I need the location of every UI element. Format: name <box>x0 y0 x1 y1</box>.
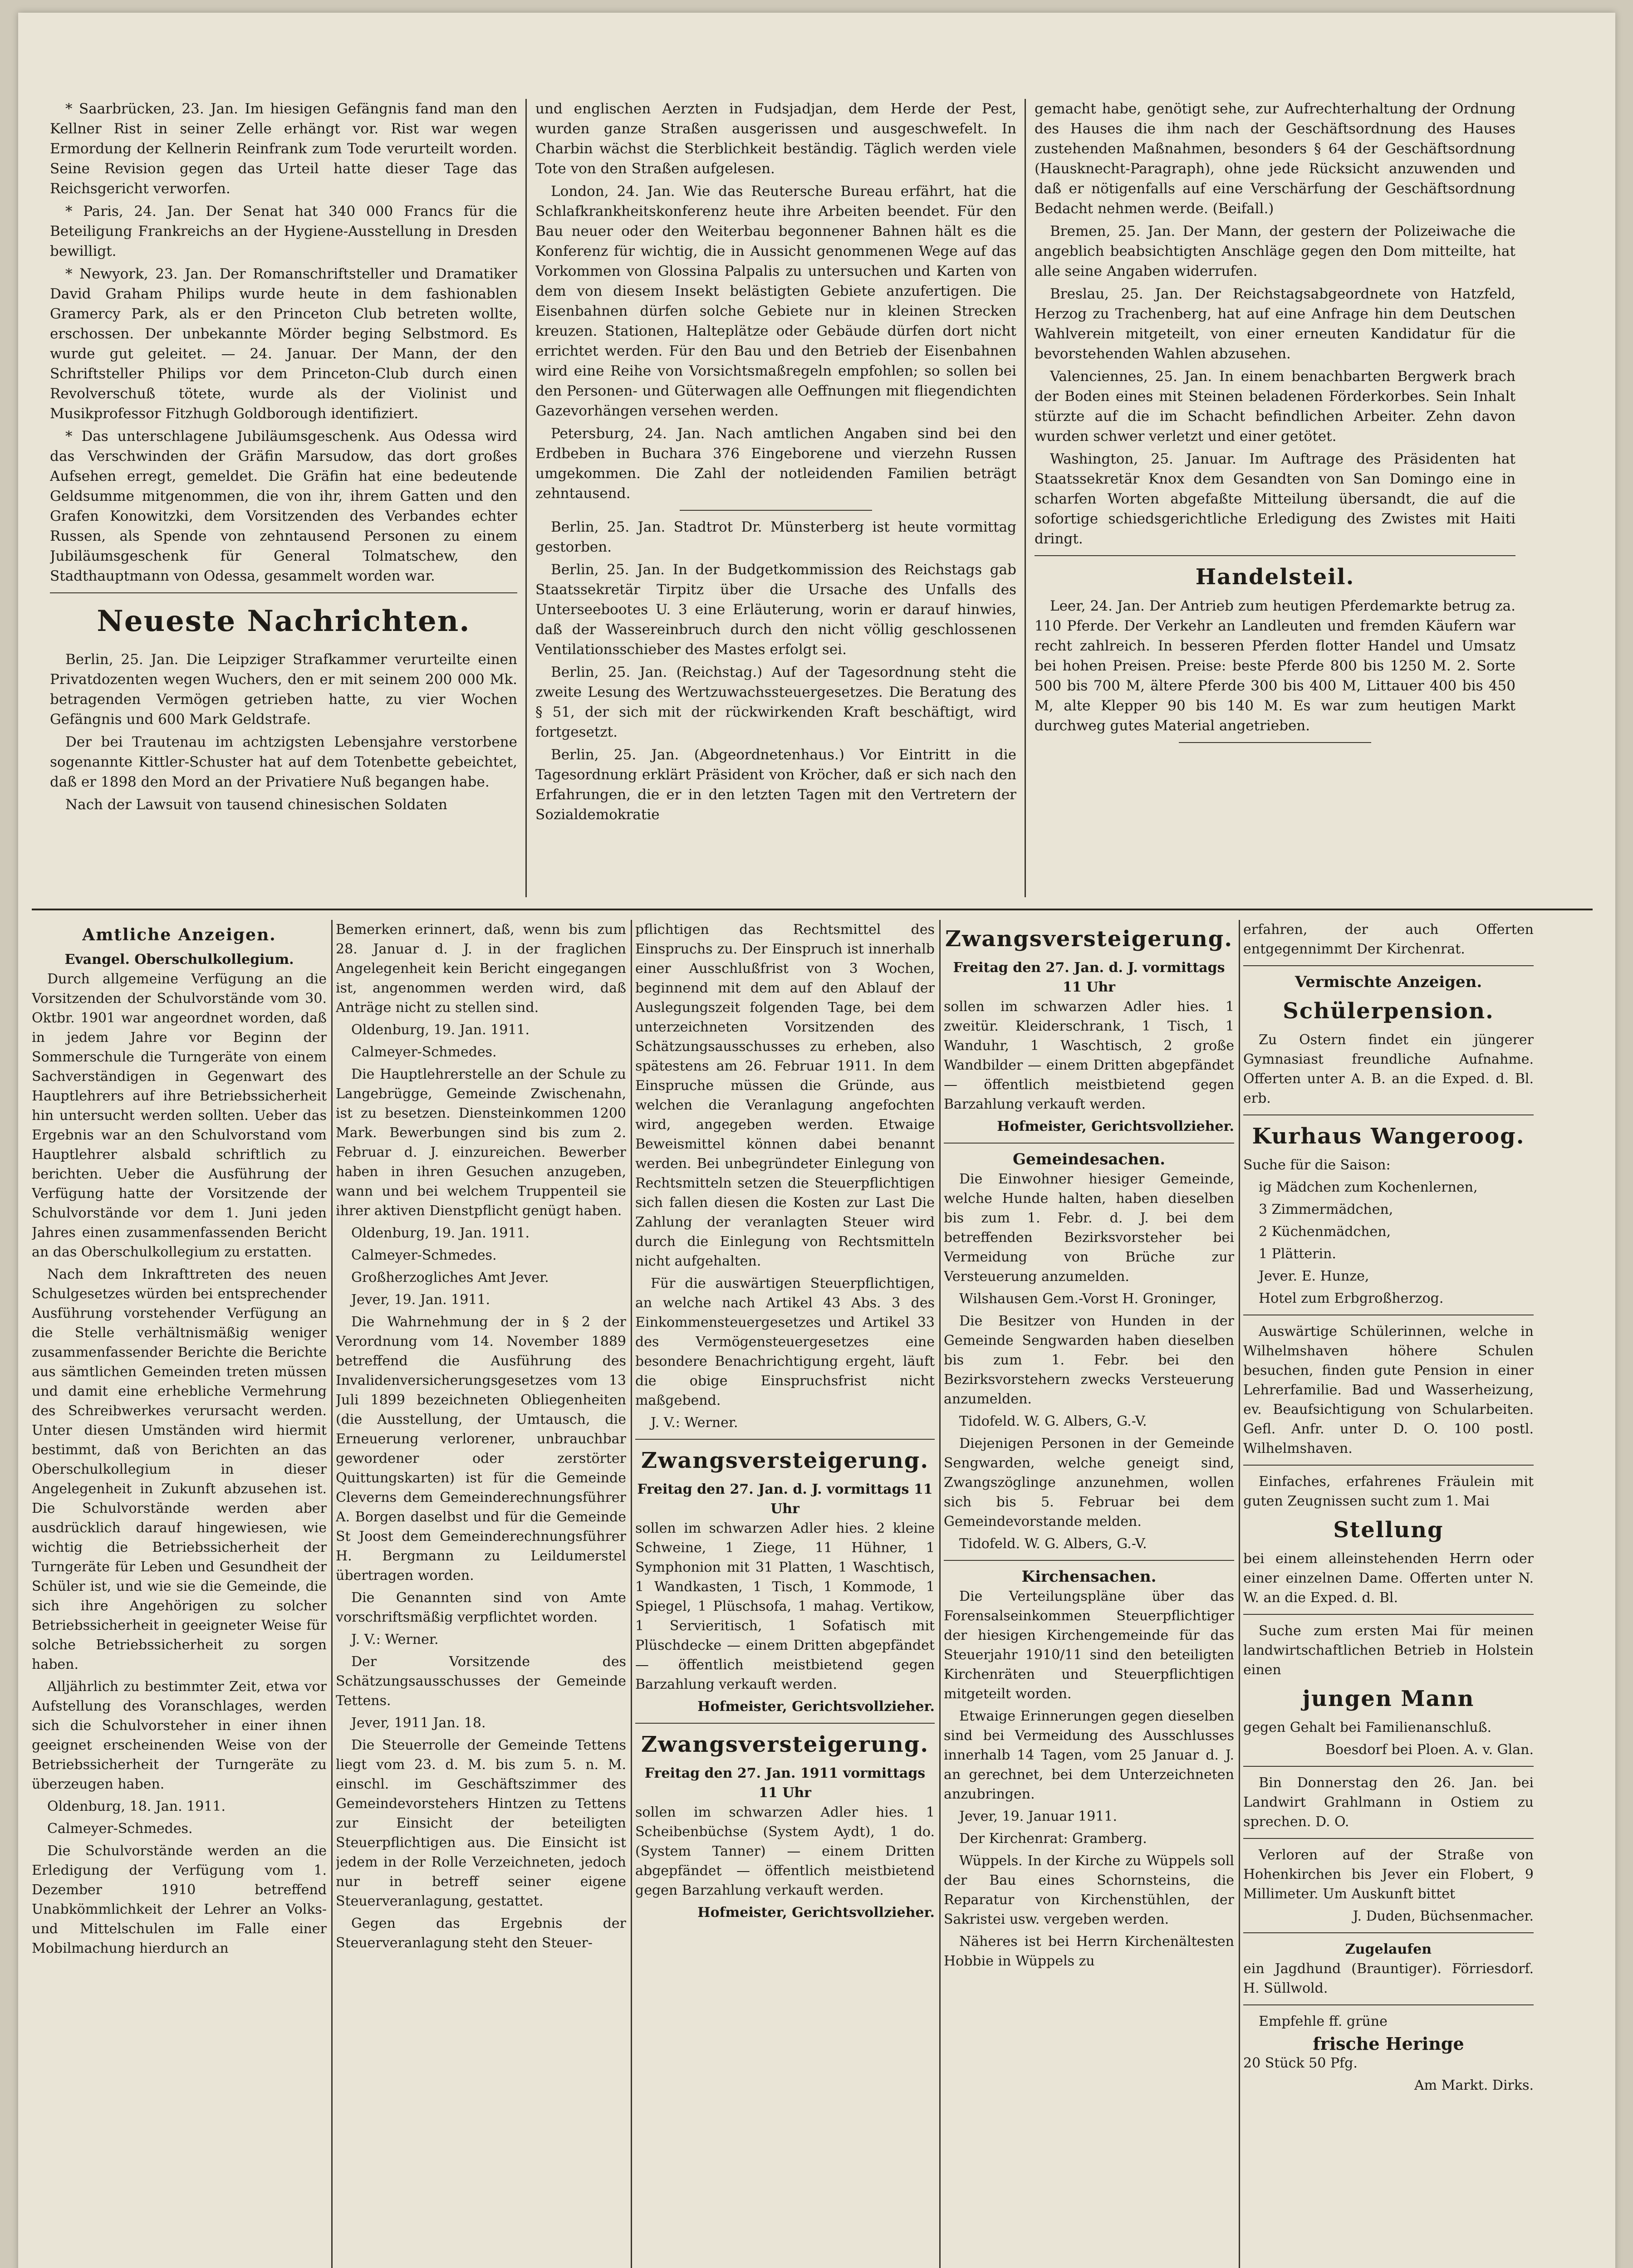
auction-heading-3: Zwangsversteigerung. <box>945 926 1233 952</box>
divider <box>1035 555 1515 556</box>
text-paragraph: 2 Küchenmädchen, <box>1259 1224 1391 1240</box>
subheading-oberschulkollegium: Evangel. Oberschulkollegium. <box>64 952 294 968</box>
divider <box>680 510 872 511</box>
ad-heading-schuelerpension: Schülerpension. <box>1283 998 1494 1024</box>
section-heading-handelsteil: Handelsteil. <box>1195 564 1355 590</box>
heading-gemeindesachen: Gemeindesachen. <box>1012 1150 1166 1168</box>
text-paragraph: * Newyork, 23. Jan. Der Romanschriftsteller und Dramatiker David Graham Philips wurde heute in dem fashionablen Gramercy Park, als er den Princeton Club betreten wollte, erschossen. Der unbekannte Mörder beging Selbstmord. Es wurde gut geleitet. — 24. Januar. Der Mann, der den Schriftsteller Philips vor dem Princeton-Club durch einen Revolverschuß tötete, wurde als der Violinist und Musikprofessor Fitzhugh Goldborough identifiziert. <box>50 266 517 422</box>
divider <box>1243 2004 1534 2005</box>
ad-heading-stellung: Stellung <box>1333 1517 1444 1543</box>
bottom-column-5 <box>1243 920 1534 2268</box>
news-items-1b <box>50 650 517 815</box>
ad-text-stellung-post: bei einem alleinstehenden Herrn oder einer einzelnen Dame. Offerten unter N. W. an die Exped. d. Bl. <box>1243 1551 1534 1606</box>
bottom-column-4 <box>944 920 1234 2268</box>
ad-heading-kurhaus: Kurhaus Wangeroog. <box>1252 1124 1525 1149</box>
auction-date: Freitag den 27. Jan. d. J. vormittags 11 Uhr <box>637 1481 933 1517</box>
divider <box>944 1143 1234 1144</box>
bottom-column-2 <box>336 920 626 2268</box>
ad-text-schuelerpension: Zu Ostern findet ein jüngerer Gymnasiast freundliche Aufnahme. Offerten unter A. B. an die Exped. d. Bl. erb. <box>1243 1032 1534 1106</box>
text-paragraph: Jever. E. Hunze, <box>1259 1268 1369 1284</box>
ad-sign-heringe: Am Markt. Dirks. <box>1414 2077 1534 2093</box>
text-paragraph: Bremen, 25. Jan. Der Mann, der gestern der Polizeiwache die angeblich beabsichtigten Anschläge gegen den Dom mitteilte, hat alle seine Angaben widerrufen. <box>1035 223 1515 279</box>
top-column-3 <box>1035 99 1515 888</box>
text-paragraph: Die Besitzer von Hunden in der Gemeinde Sengwarden haben dieselben bis zum 1. Febr. bei den Bezirksvorstehern zwecks Versteuerung anzumelden. <box>944 1313 1234 1407</box>
text-paragraph: Diejenigen Personen in der Gemeinde Sengwarden, welche geneigt sind, Zwangszöglinge anzunehmen, wollen sich bis 5. Februar bei dem Gemeindevorstande melden. <box>944 1436 1234 1530</box>
column-rule <box>525 99 527 897</box>
auction-text-2: sollen im schwarzen Adler hies. 1 Scheibenbüchse (System Aydt), 1 do. (System Tanner) — einem Dritten abgepfändet — öffentlich meistbietend gegen Barzahlung verkauft werden. <box>635 1804 935 1898</box>
text-paragraph: Berlin, 25. Jan. (Reichstag.) Auf der Tagesordnung steht die zweite Lesung des Wertzuwachssteuergesetzes. Die Beratung des § 51, der sich mit der rückwirkenden Kraft beschäftigt, wird fortgesetzt. <box>535 664 1016 740</box>
divider <box>1243 1932 1534 1933</box>
news-items-2 <box>535 99 1016 503</box>
text-paragraph: 3 Zimmermädchen, <box>1259 1202 1393 1217</box>
divider <box>1243 1766 1534 1767</box>
divider <box>635 1723 935 1724</box>
text-paragraph: Großherzogliches Amt Jever. <box>351 1270 549 1286</box>
official-notice-text-3 <box>635 920 935 1432</box>
heading-kirchensachen: Kirchensachen. <box>1021 1568 1157 1586</box>
top-column-2 <box>535 99 1016 888</box>
news-items-1 <box>50 99 517 586</box>
ad-heading-heringe: frische Heringe <box>1313 2033 1464 2054</box>
text-paragraph: Der Kirchenrat: Gramberg. <box>959 1831 1147 1847</box>
text-paragraph: pflichtigen das Rechtsmittel des Einspruchs zu. Der Einspruch ist innerhalb einer Ausschlußfrist von 3 Wochen, beginnend mit dem auf den Ablauf der Auslegungszeit folgenden Tage, bei dem unterzeichneten Vorsitzenden des Schätzungsausschusses zu erheben, also spätestens am 26. Februar 1911. In dem Einspruche müssen die Gründe, aus welchen die Veranlagung angefochten wird, angegeben werden. Etwaige Beweismittel können dabei benannt werden. Bei unbegründeter Einlegung von Rechtsmitteln setzen die Steuerpflichtigen sich fallen diesen die Kosten zur Last Die Zahlung der veranlagten Steuer wird durch die Einlegung von Rechtsmitteln nicht aufgehalten. <box>635 922 935 1269</box>
text-paragraph: Durch allgemeine Verfügung an die Vorsitzenden der Schulvorstände vom 30. Oktbr. 1901 war angeordnet worden, daß in jedem Jahre vor Beginn der Sommerschule die Turngeräte von einem Sachverständigen in Gegenwart des Hauptlehrers auf ihre Betriebssicherheit hin untersucht werden sollten. Ueber das Ergebnis war an den Schulvorstand vom Hauptlehrer alsbald schriftlich zu berichten. Ueber die Ausführung der Verfügung hatte der Vorsitzende der Schulvorstände vor dem 1. Juni jeden Jahres einen zusammenfassenden Bericht an das Oberschulkollegium zu erstatten. <box>32 971 327 1260</box>
divider <box>1243 1465 1534 1466</box>
text-paragraph: Jever, 19. Januar 1911. <box>959 1809 1118 1824</box>
text-paragraph: Der Vorsitzende des Schätzungsausschusses der Gemeinde Tettens. <box>336 1654 626 1709</box>
text-paragraph: Suche für die Saison: <box>1243 1157 1391 1173</box>
text-paragraph: * Paris, 24. Jan. Der Senat hat 340 000 Francs für die Beteiligung Frankreichs an der Hygiene-Ausstellung in Dresden bewilligt. <box>50 203 517 259</box>
text-paragraph: Wüppels. In der Kirche zu Wüppels soll der Bau eines Schornsteins, die Reparatur von Kirchenstühlen, der Sakristei usw. vergeben werden. <box>944 1853 1234 1927</box>
text-paragraph: ig Mädchen zum Kochenlernen, <box>1259 1179 1478 1195</box>
auction-signature-3: Hofmeister, Gerichtsvollzieher. <box>997 1119 1234 1134</box>
text-paragraph: Breslau, 25. Jan. Der Reichstagsabgeordnete von Hatzfeld, Herzog zu Trachenberg, hat auf eine Anfrage hin dem Deutschen Wahlverein mitgeteilt, von einer erneuten Kandidatur für die bevorstehenden Wahlen abzusehen. <box>1035 286 1515 362</box>
text-paragraph: Etwaige Erinnerungen gegen dieselben sind bei Vermeidung des Ausschlusses innerhalb 14 Tagen, vom 25 Januar d. J. an gerechnet, bei dem Unterzeichneten anzubringen. <box>944 1708 1234 1802</box>
auction-heading-2: Zwangsversteigerung. <box>641 1732 929 1757</box>
gemeinde-notices <box>944 1169 1234 1554</box>
official-notice-text <box>32 969 327 1958</box>
news-items-2b <box>535 517 1016 825</box>
kurhaus-lines <box>1243 1155 1534 1308</box>
column-rule <box>331 920 333 2268</box>
newspaper-page <box>18 13 1615 2268</box>
section-rule <box>32 909 1593 910</box>
text-paragraph: 1 Plätterin. <box>1259 1246 1336 1262</box>
column-rule <box>631 920 632 2268</box>
text-paragraph: London, 24. Jan. Wie das Reutersche Bureau erfährt, hat die Schlafkrankheitskonferenz heute ihre Arbeiten beendet. Für den Bau neuer oder den Weiterbau begonnener Bahnen hält es die Konferenz für wichtig, die in Aussicht genommenen Wege auf das Vorkommen von Glossina Palpalis zu untersuchen und Karten von dem von diesem Insekt belästigten Gebiete anzufertigen. Die Eisenbahnen dürfen solche Gebiete nur in kleinen Strecken kreuzen. Stationen, Halteplätze oder Gebäude dürfen dort nicht errichtet werden. Für den Bau und den Betrieb der Eisenbahnen wird eine Reihe von Vorsichtsmaßregeln empfohlen; so sollen bei den Personen- und Güterwagen alle Oeffnungen mit fliegendichten Gazevorhängen versehen werden. <box>535 183 1016 419</box>
column-rule <box>939 920 941 2268</box>
text-paragraph: Bemerken erinnert, daß, wenn bis zum 28. Januar d. J. in der fraglichen Angelegenheit kein Bericht eingegangen ist, angenommen werden wird, daß Anträge nicht zu stellen sind. <box>336 922 626 1016</box>
divider <box>1243 965 1534 966</box>
text-paragraph: Wilshausen Gem.-Vorst H. Groninger, <box>959 1291 1216 1307</box>
divider <box>1243 1614 1534 1615</box>
ad-heading-jungen-mann: jungen Mann <box>1302 1686 1475 1711</box>
text-paragraph: Alljährlich zu bestimmter Zeit, etwa vor Aufstellung des Voranschlages, werden sich die Schulvorsteher in einer ihnen geeignet erscheinenden Weise von der Betriebssicherheit der Turngeräte zu überzeugen haben. <box>32 1679 327 1792</box>
text-paragraph: * Das unterschlagene Jubiläumsgeschenk. Aus Odessa wird das Verschwinden der Gräfin Marsudow, das dort großes Aufsehen erregt, gemeldet. Die Gräfin hat eine bedeutende Geldsumme mitgenommen, die von ihr, ihrem Gatten und den Grafen Konowitzki, dem Vorsitzenden des Verbandes echter Russen, als Spende von zehntausend Personen zu einem Jubiläumsgeschenk für General Tolmatschew, den Stadthauptmann von Odessa, gesammelt worden war. <box>50 428 517 584</box>
column-rule <box>1239 920 1240 2268</box>
ad-sign-mann: Boesdorf bei Ploen. A. v. Glan. <box>1325 1742 1534 1758</box>
divider <box>1179 742 1371 743</box>
text-paragraph: Hotel zum Erbgroßherzog. <box>1259 1290 1444 1306</box>
ad-text-verloren: Verloren auf der Straße von Hohenkirchen bis Jever ein Flobert, 9 Millimeter. Um Auskunft bittet <box>1243 1847 1534 1902</box>
text-paragraph: Jever, 19. Jan. 1911. <box>351 1292 490 1308</box>
text-paragraph: Die Wahrnehmung der in § 2 der Verordnung vom 14. November 1889 betreffend die Ausführung des Invalidenversicherungsgesetzes vom 13 Juli 1899 bezeichneten Obliegenheiten (die Ausstellung, der Umtausch, die Erneuerung verlorener, unbrauchbar gewordener oder zerstörter Quittungskarten) ist für die Gemeinde Cleverns dem Gemeinderechnungsführer A. Borgen daselbst und für die Gemeinde St Joost dem Gemeinderechnungsführer H. Bergmann zu Leildumerstel übertragen worden. <box>336 1314 626 1584</box>
text-paragraph: Die Verteilungspläne über das Forensalseinkommen Steuerpflichtiger der hiesigen Kirchengemeinde für das Steuerjahr 1910/11 sind den beteiligten Kirchenräten und Steuerpflichtigen mitgeteilt worden. <box>944 1589 1234 1702</box>
text-paragraph: Calmeyer-Schmedes. <box>351 1247 497 1263</box>
text-paragraph: Näheres ist bei Herrn Kirchenältesten Hobbie in Wüppels zu <box>944 1934 1234 1969</box>
text-paragraph: Berlin, 25. Jan. In der Budgetkommission des Reichstags gab Staatssekretär Tirpitz über die Ursache des Unfalls des Unterseebootes U. 3 eine Erläuterung, worin er darauf hinwies, daß der Wassereinbruch durch den nicht völlig geschlossenen Ventilationsschieber des Mastes erfolgt sei. <box>535 562 1016 658</box>
ad-text-mann-post: gegen Gehalt bei Familienanschluß. <box>1243 1720 1492 1735</box>
divider <box>50 592 517 593</box>
text-paragraph: Berlin, 25. Jan. (Abgeordnetenhaus.) Vor Eintritt in die Tagesordnung erklärt Präsident von Kröcher, daß er sich nach den Erfahrungen, die er in den letzten Tagen mit den Vertretern der Sozialdemokratie <box>535 747 1016 823</box>
text-paragraph: Calmeyer-Schmedes. <box>351 1044 497 1060</box>
text-paragraph: Tidofeld. W. G. Albers, G.-V. <box>959 1536 1147 1552</box>
kirchen-notices <box>944 1587 1234 1971</box>
text-paragraph: Die Steuerrolle der Gemeinde Tettens liegt vom 23. d. M. bis zum 5. n. M. einschl. im Geschäftszimmer des Gemeindevorstehers Hintzen zu Tettens zur Einsicht der beteiligten Steuerpflichtigen aus. Die Einsicht ist jedem in der Rolle Verzeichneten, jedoch nur in betreff seiner eigene Steuerveranlagung, gestattet. <box>336 1737 626 1909</box>
divider <box>635 1439 935 1440</box>
text-paragraph: Petersburg, 24. Jan. Nach amtlichen Angaben sind bei den Erdbeben in Buchara 376 Eingeborene und vierzehn Russen umgekommen. Die Zahl der notleidenden Familien beträgt zehntausend. <box>535 425 1016 502</box>
text-paragraph: Berlin, 25. Jan. Stadtrot Dr. Münsterberg ist heute vormittag gestorben. <box>535 519 1016 555</box>
text-paragraph: gemacht habe, genötigt sehe, zur Aufrechterhaltung der Ordnung des Hauses die ihm nach der Geschäftsordnung des Hauses zustehenden Maßnahmen, besonders § 64 der Geschäftsordnung (Hausknecht-Paragraph), ohne jede Rücksicht anzuwenden und daß er nötigenfalls auf eine Verschärfung der Geschäftsordnung Bedacht nehmen werde. (Beifall.) <box>1035 101 1515 217</box>
column-rule <box>1025 99 1026 897</box>
ad-text-heringe-post: 20 Stück 50 Pfg. <box>1243 2055 1358 2071</box>
text-paragraph: Oldenburg, 18. Jan. 1911. <box>47 1799 226 1814</box>
text-paragraph: Oldenburg, 19. Jan. 1911. <box>351 1022 530 1038</box>
text-paragraph: Die Hauptlehrerstelle an der Schule zu Langebrügge, Gemeinde Zwischenahn, ist zu besetzen. Diensteinkommen 1200 Mark. Bewerbungen sind bis zum 2. Februar d. J. einzureichen. Bewerber haben in ihren Gesuchen anzugeben, wann und bei welchem Truppenteil sie ihrer aktiven Dienstpflicht genügt haben. <box>336 1066 626 1219</box>
ad-text-heringe-pre: Empfehle ff. grüne <box>1259 2014 1388 2029</box>
section-heading-neueste-nachrichten: Neueste Nachrichten. <box>97 604 471 638</box>
text-paragraph: Leer, 24. Jan. Der Antrieb zum heutigen Pferdemarkte betrug za. 110 Pferde. Der Verkehr an Landleuten und fremden Käufern war recht zahlreich. In besseren Pferden flotter Handel und Umsatz bei hohen Preisen. Preise: beste Pferde 800 bis 1250 M. 2. Sorte 500 bis 700 M, ältere Pferde 300 bis 400 M, Littauer 400 bis 450 M, alte Klepper 90 bis 140 M. Es war zum heutigen Markt durchweg gutes Material angetrieben. <box>1035 598 1515 734</box>
auction-date-3: Freitag den 27. Jan. d. J. vormittags 11 Uhr <box>953 960 1225 995</box>
auction-date-2: Freitag den 27. Jan. 1911 vormittags 11 Uhr <box>644 1765 926 1801</box>
text-paragraph: Washington, 25. Januar. Im Auftrage des Präsidenten hat Staatssekretär Knox dem Gesandten von San Domingo eine in scharfen Worten abgefaßte Mitteilung übersandt, die auf die sofortige schiedsgerichtliche Erledigung des Zwistes mit Haiti dringt. <box>1035 451 1515 547</box>
text-paragraph: Die Genannten sind von Amte vorschriftsmäßig verpflichtet worden. <box>336 1590 626 1625</box>
text-paragraph: und englischen Aerzten in Fudsjadjan, dem Herde der Pest, wurden ganze Straßen ausgerissen und ausgeschwefelt. In Charbin wächst die Sterblichkeit beständig. Täglich werden viele Tote von den Straßen aufgelesen. <box>535 101 1016 177</box>
auction-text: sollen im schwarzen Adler hies. 2 kleine Schweine, 1 Ziege, 11 Hühner, 1 Symphonion mit 31 Platten, 1 Waschtisch, 1 Wandkasten, 1 Tisch, 1 Kommode, 1 Spiegel, 1 Plüschsofa, 1 mahag. Vertikow, 1 Servieritisch, 1 Sofatisch mit Plüschdecke — einem Dritten abgepfändet — öffentlich meistbietend gegen Barzahlung verkauft werden. <box>635 1520 935 1692</box>
auction-signature-2: Hofmeister, Gerichtsvollzieher. <box>697 1905 935 1921</box>
text-paragraph: Für die auswärtigen Steuerpflichtigen, an welche nach Artikel 43 Abs. 3 des Einkommensteuergesetzes und Artikel 33 des Vermögensteuergesetzes eine besondere Benachrichtigung ergeht, läuft die obige Einspruchsfrist nicht maßgebend. <box>635 1276 935 1408</box>
auction-text-3: sollen im schwarzen Adler hies. 1 zweitür. Kleiderschrank, 1 Tisch, 1 Wanduhr, 1 Waschtisch, 2 große Wandbilder — einem Dritten abgepfändet — öffentlich meistbietend gegen Barzahlung verkauft werden. <box>944 999 1234 1112</box>
ad-sign-verloren: J. Duden, Büchsenmacher. <box>1353 1908 1534 1924</box>
bottom-column-3 <box>635 920 935 2268</box>
ad-text-donnerstag: Bin Donnerstag den 26. Jan. bei Landwirt Grahlmann in Ostiem zu sprechen. D. O. <box>1243 1775 1534 1830</box>
text-paragraph: Berlin, 25. Jan. Die Leipziger Strafkammer verurteilte einen Privatdozenten wegen Wuchers, den er mit seinem 200 000 Mk. betragenden Vermögen getrieben hatte, zu vier Wochen Gefängnis und 600 Mark Geldstrafe. <box>50 651 517 728</box>
heading-amtliche-anzeigen: Amtliche Anzeigen. <box>82 925 276 944</box>
ad-text-auswaertig: Auswärtige Schülerinnen, welche in Wilhelmshaven höhere Schulen besuchen, finden gute Pension in einer Lehrerfamilie. Bad und Wasserheizung, ev. Beaufsichtigung von Schularbeiten. Gefl. Anfr. unter D. O. 100 postl. Wilhelmshaven. <box>1243 1324 1534 1457</box>
top-column-1 <box>50 99 517 888</box>
ad-text-zugelaufen: ein Jagdhund (Brauntiger). Förriesdorf. H. Süllwold. <box>1243 1961 1534 1996</box>
text-paragraph: J. V.: Werner. <box>651 1415 738 1431</box>
heading-vermischte-anzeigen: Vermischte Anzeigen. <box>1295 973 1482 991</box>
auction-signature: Hofmeister, Gerichtsvollzieher. <box>697 1699 935 1715</box>
text-paragraph: J. V.: Werner. <box>351 1632 439 1647</box>
news-items-3b <box>1035 596 1515 736</box>
text-paragraph: Valenciennes, 25. Jan. In einem benachbarten Bergwerk brach der Boden eines mit Steinen beladenen Förderkorbes. Sein Inhalt stürzte auf die im Schacht befindlichen Arbeiter. Zehn davon wurden schwer verletzt und einer getötet. <box>1035 368 1515 445</box>
text-paragraph: Nach dem Inkrafttreten des neuen Schulgesetzes würden bei entsprechender Ausführung vorstehender Verfügung an die Stelle verhältnismäßig weniger zusammenfassender Berichte die Berichte aus sämtlichen Gemeinden treten müssen und damit eine erhebliche Vermehrung des Schreibwerkes verursacht werden. Unter diesen Umständen wird hiermit bestimmt, daß von Berichten an das Oberschulkollegium in dieser Angelegenheit in Zukunft abzusehen ist. Die Schulvorstände werden aber ausdrücklich darauf hingewiesen, wie wichtig die Betriebssicherheit der Turngeräte für Leben und Gesundheit der Schüler ist, und wie sie die Gemeinde, die sich ihre Angehörigen zu solcher Betriebssicherheit in geeigneter Weise für solche Betriebssicherheit zu sorgen haben. <box>32 1266 327 1672</box>
bottom-column-1 <box>32 920 327 2268</box>
text-paragraph: Tidofeld. W. G. Albers, G.-V. <box>959 1413 1147 1429</box>
text-paragraph: * Saarbrücken, 23. Jan. Im hiesigen Gefängnis fand man den Kellner Rist in seiner Zelle erhängt vor. Rist war wegen Ermordung der Kellnerin Reinfrank zum Tode verurteilt worden. Seine Revision gegen das Urteil hatte dieser Tage das Reichsgericht verworfen. <box>50 101 517 197</box>
text-paragraph: Jever, 1911 Jan. 18. <box>351 1715 486 1731</box>
ad-text-mann-pre: Suche zum ersten Mai für meinen landwirtschaftlichen Betrieb in Holstein einen <box>1243 1623 1534 1678</box>
ad-heading-zugelaufen: Zugelaufen <box>1345 1941 1432 1957</box>
text-paragraph: Die Schulvorstände werden an die Erledigung der Verfügung vom 1. Dezember 1910 betreffend Unabkömmlichkeit der Lehrer an Volks- und Mittelschulen im Falle einer Mobilmachung hierdurch an <box>32 1843 327 1956</box>
text-paragraph: Oldenburg, 19. Jan. 1911. <box>351 1225 530 1241</box>
divider <box>944 1560 1234 1561</box>
kirchenrat-text: erfahren, der auch Offerten entgegennimmt Der Kirchenrat. <box>1243 922 1534 957</box>
text-paragraph: Calmeyer-Schmedes. <box>47 1821 193 1837</box>
official-notice-text-2 <box>336 920 626 1953</box>
auction-heading: Zwangsversteigerung. <box>641 1448 929 1473</box>
divider <box>1243 1114 1534 1115</box>
text-paragraph: Nach der Lawsuit von tausend chinesischen Soldaten <box>65 797 447 813</box>
text-paragraph: Gegen das Ergebnis der Steuerveranlagung steht den Steuer- <box>336 1916 626 1951</box>
ad-text-stellung-pre: Einfaches, erfahrenes Fräulein mit guten Zeugnissen sucht zum 1. Mai <box>1243 1474 1534 1509</box>
divider <box>1243 1838 1534 1839</box>
text-paragraph: Der bei Trautenau im achtzigsten Lebensjahre verstorbene sogenannte Kittler-Schuster hat auf dem Totenbette gebeichtet, daß er 1898 den Mord an der Privatiere Nuß begangen habe. <box>50 734 517 790</box>
text-paragraph: Die Einwohner hiesiger Gemeinde, welche Hunde halten, haben dieselben bis zum 1. Febr. d. J. bei dem betreffenden Bezirksvorsteher bei Vermeidung von Brüche zur Versteuerung anzumelden. <box>944 1171 1234 1285</box>
news-items-3 <box>1035 99 1515 549</box>
